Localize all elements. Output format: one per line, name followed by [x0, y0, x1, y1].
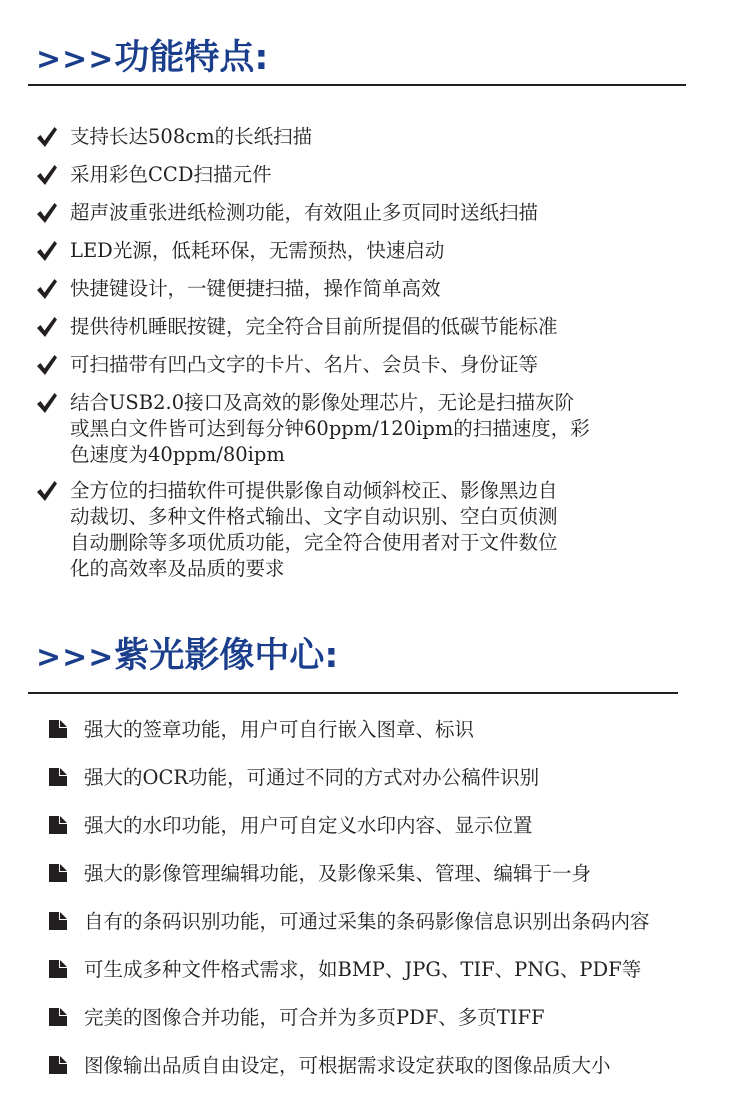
- feature-text: [70, 352, 538, 378]
- feature-line: 自动删除等多项优质功能，完全符合使用者对于文件数位: [70, 531, 558, 554]
- checkmark-icon: [36, 479, 58, 503]
- feature-text: [70, 238, 444, 264]
- feature-line: LED光源，低耗环保，无需预热，快速启动: [70, 239, 445, 262]
- checkmark-icon: [36, 125, 58, 149]
- corner-square-icon: [48, 959, 68, 979]
- center-text: 强大的水印功能，用户可自定义水印内容、显示位置: [84, 814, 533, 837]
- center-heading-arrows: >>>: [36, 640, 115, 675]
- feature-text: [70, 162, 271, 188]
- feature-line: 或黑白文件皆可达到每分钟60ppm/120ipm的扫描速度，彩: [70, 417, 590, 440]
- feature-text: [70, 478, 558, 582]
- center-text: 完美的图像合并功能，可合并为多页PDF、多页TIFF: [84, 1006, 545, 1029]
- features-divider: [28, 84, 686, 86]
- center-text: 图像输出品质自由设定，可根据需求设定获取的图像品质大小: [84, 1054, 611, 1077]
- center-text: 强大的OCR功能，可通过不同的方式对办公稿件识别: [84, 766, 540, 789]
- feature-line: 全方位的扫描软件可提供影像自动倾斜校正、影像黑边自: [70, 479, 558, 502]
- feature-line: 超声波重张进纸检测功能，有效阻止多页同时送纸扫描: [70, 201, 539, 224]
- corner-square-icon: [48, 911, 68, 931]
- features-heading-arrows: >>>: [36, 42, 115, 77]
- center-text: 强大的签章功能，用户可自行嵌入图章、标识: [84, 718, 475, 741]
- center-divider: [28, 692, 678, 694]
- corner-square-icon: [48, 815, 68, 835]
- corner-square-icon: [48, 863, 68, 883]
- center-text: 自有的条码识别功能，可通过采集的条码影像信息识别出条码内容: [84, 910, 650, 933]
- center-heading-text: 紫光影像中心:: [114, 636, 339, 676]
- checkmark-icon: [36, 353, 58, 377]
- feature-line: 可扫描带有凹凸文字的卡片、名片、会员卡、身份证等: [70, 353, 539, 376]
- feature-text: [70, 276, 441, 302]
- feature-line: 化的高效率及品质的要求: [70, 557, 285, 580]
- corner-square-icon: [48, 719, 68, 739]
- feature-line: 提供待机睡眠按键，完全符合目前所提倡的低碳节能标准: [70, 315, 558, 338]
- checkmark-icon: [36, 391, 58, 415]
- center-text: 强大的影像管理编辑功能，及影像采集、管理、编辑于一身: [84, 862, 592, 885]
- checkmark-icon: [36, 163, 58, 187]
- feature-line: 支持长达508cm的长纸扫描: [70, 125, 313, 148]
- features-heading: [36, 38, 268, 80]
- center-heading: [36, 636, 338, 678]
- feature-text: [70, 124, 312, 150]
- checkmark-icon: [36, 315, 58, 339]
- center-text: 可生成多种文件格式需求，如BMP、JPG、TIF、PNG、PDF等: [84, 958, 642, 981]
- features-heading-text: 功能特点:: [114, 38, 269, 78]
- feature-text: [70, 314, 558, 340]
- corner-square-icon: [48, 1007, 68, 1027]
- feature-text: [70, 390, 590, 468]
- feature-line: 结合USB2.0接口及高效的影像处理芯片，无论是扫描灰阶: [70, 391, 575, 414]
- corner-square-icon: [48, 767, 68, 787]
- feature-line: 采用彩色CCD扫描元件: [70, 163, 272, 186]
- feature-line: 动裁切、多种文件格式输出、文字自动识别、空白页侦测: [70, 505, 558, 528]
- corner-square-icon: [48, 1055, 68, 1075]
- checkmark-icon: [36, 239, 58, 263]
- checkmark-icon: [36, 201, 58, 225]
- feature-text: [70, 200, 538, 226]
- checkmark-icon: [36, 277, 58, 301]
- feature-line: 快捷键设计，一键便捷扫描，操作简单高效: [70, 277, 441, 300]
- feature-line: 色速度为40ppm/80ipm: [70, 443, 285, 466]
